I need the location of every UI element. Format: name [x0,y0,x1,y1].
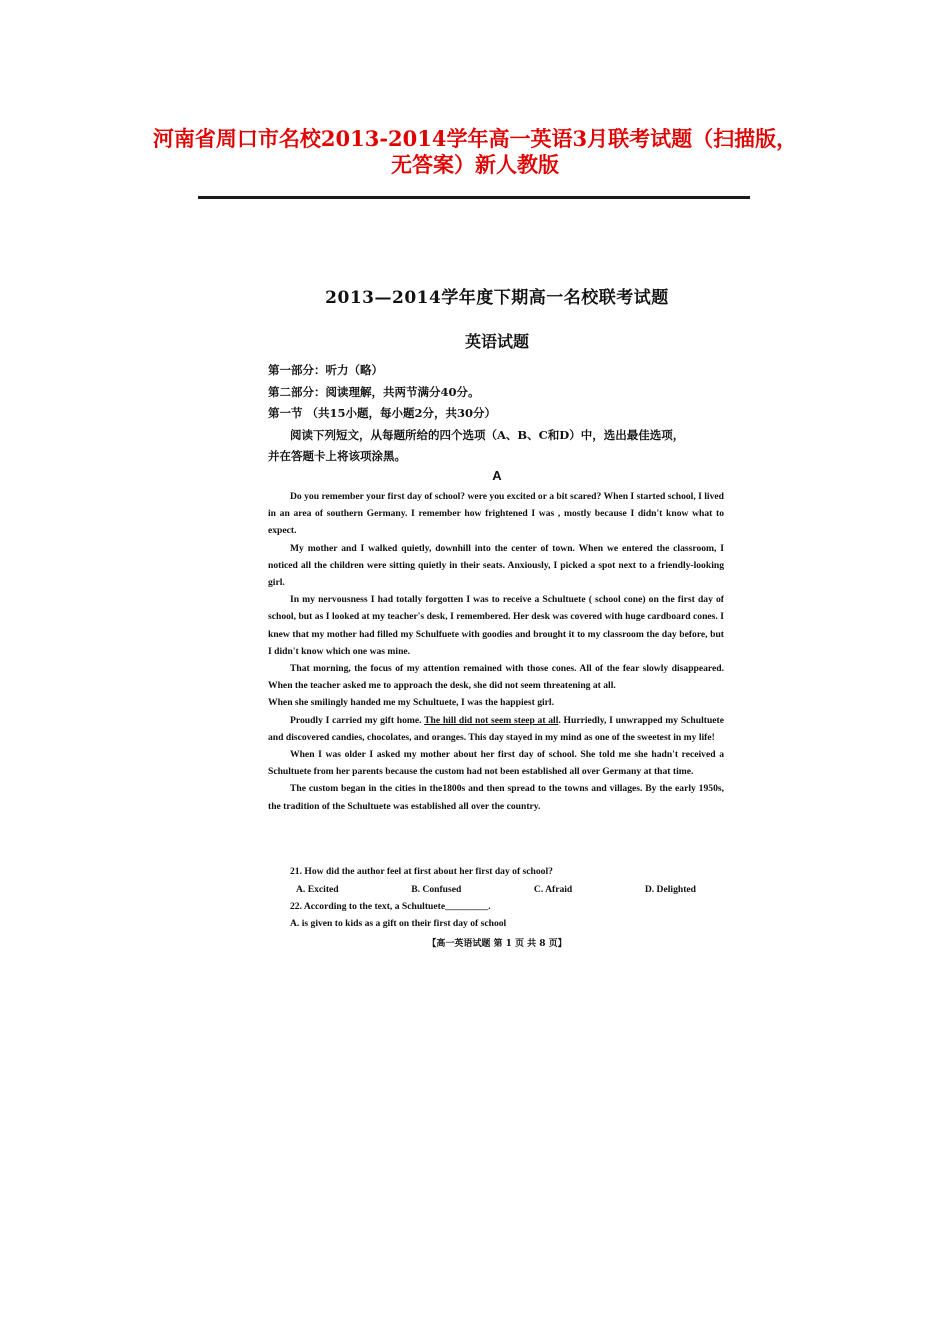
document-title-line1: 河南省周口市名校2013-2014学年高一英语3月联考试题（扫描版， [152,126,798,151]
question-21: 21. How did the author feel at first about her first day of school? [290,866,553,877]
paragraph-7: When I was older I asked my mother about her first day of school. She told me she hadn't received a Schultuete from her parents because the custom had not been established all over Germany at that time. [268,749,724,778]
section-label: A [492,468,502,483]
instruction-line1: 阅读下列短文，从每题所给的四个选项（A、B、C和D）中，选出最佳选项， [290,428,685,442]
title-divider [198,196,750,199]
document-title-line2: 无答案）新人教版 [391,152,559,177]
option-b: B. Confused [411,884,462,895]
paragraph-6-end: . Hurriedly, I unwrapped my Schultuete and discovered candies, chocolates, and oranges. This day stayed in my mind as one of the sweetest in my life! [268,714,725,743]
paragraph-6-start: Proudly I carried my gift home. [290,714,425,726]
question-22: 22. According to the text, a Schultuete_________. [290,901,491,912]
option-c: C. Afraid [533,884,573,895]
paragraph-4: That morning, the focus of my attention remained with those cones. All of the fear slowly disappeared. When the teacher asked me to approach the desk, she did not seem threatening at all. [268,663,724,692]
paragraph-8: The custom began in the cities in the1800s and then spread to the towns and villages. By the early 1950s, the tradition of the Schultuete was established all over the country. [268,783,724,812]
part1-heading: 第一部分：听力（略） [268,363,383,377]
reading-passage [268,488,724,815]
scanned-exam-page [262,278,732,958]
instruction-line2: 并在答题卡上将该项涂黑。 [268,449,406,463]
underlined-sentence: The hill did not seem steep at all [424,714,559,726]
question-21-options [296,884,696,895]
exam-subject: 英语试题 [464,332,529,351]
paragraph-6 [268,712,724,746]
question-22-option-a: A. is given to kids as a gift on their first day of school [290,918,507,929]
paragraph-3: In my nervousness I had totally forgotten I was to receive a Schultuete ( school cone) on the first day of school, but as I looked at my teacher's desk, I remembered. Her desk was covered with huge cardboard cones. I knew that my mother had filled my Schulfuete with goodies and brought it to my classroom the day before, but I didn't know which one was mine. [268,594,724,657]
paragraph-2: My mother and I walked quietly, downhill into the center of town. When we entered the classroom, I noticed all the children were sitting quietly in their seats. Anxiously, I picked a spot next to a friendly-looking girl. [268,542,724,589]
section1-heading: 第一节 （共15小题，每小题2分，共30分） [268,406,497,420]
exam-title: 2013—2014学年度下期高一名校联考试题 [325,288,669,308]
option-a: A. Excited [296,884,339,895]
part2-heading: 第二部分：阅读理解，共两节满分40分。 [268,385,480,399]
page-footer: 【高一英语试题 第 1 页 共 8 页】 [427,939,567,949]
paragraph-5: When she smilingly handed me my Schultuete, I was the happiest girl. [268,697,554,709]
option-d: D. Delighted [644,884,696,895]
paragraph-1: Do you remember your first day of school? were you excited or a bit scared? When I started school, I lived in an area of southern Germany. I remember how frightened I was , mostly because I didn't know what to expect. [268,491,724,537]
